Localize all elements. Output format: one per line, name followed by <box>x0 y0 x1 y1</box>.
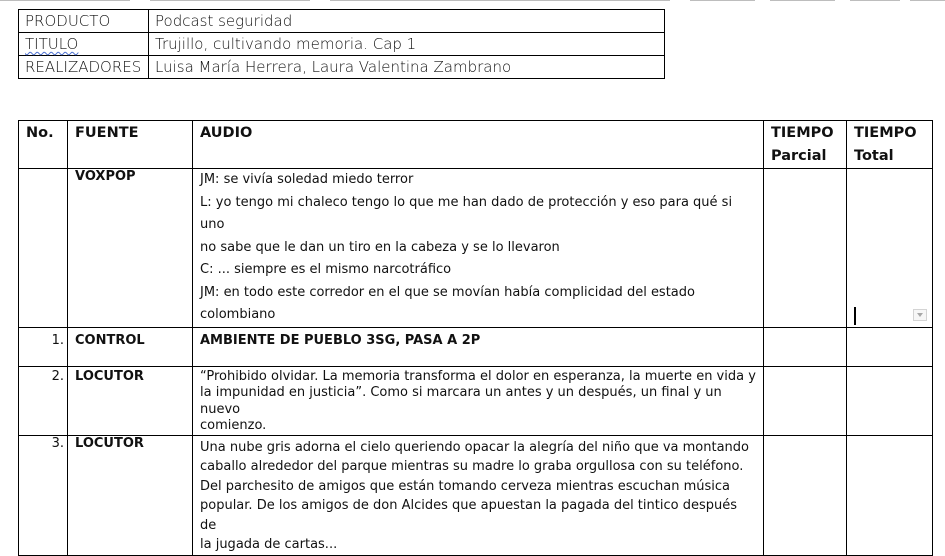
metadata-label: REALIZADORES <box>19 56 149 79</box>
script-row-voxpop <box>19 169 933 328</box>
audio-line: L: yo tengo mi chaleco tengo lo que me han dado de protección y eso para qué si uno <box>200 194 733 232</box>
row-audio[interactable] <box>193 169 764 328</box>
row-total-time[interactable] <box>847 435 933 555</box>
row-source[interactable]: CONTROL <box>68 327 193 366</box>
cell-dropdown-icon[interactable] <box>913 309 927 321</box>
row-audio[interactable] <box>193 327 764 366</box>
row-number <box>19 169 68 328</box>
metadata-row-titulo <box>19 33 665 56</box>
row-source[interactable]: LOCUTOR <box>68 435 193 555</box>
audio-line: caballo alrededor del parque mientras su madre lo graba orgullosa con su teléfono. <box>200 459 744 474</box>
script-header-row <box>19 121 933 169</box>
header-source: FUENTE <box>68 121 193 169</box>
header-total-time-line1: TIEMPO <box>854 125 917 141</box>
header-total-time-line2: Total <box>854 148 894 164</box>
audio-line: JM: en todo este corredor en el que se movían había complicidad del estado <box>200 284 695 300</box>
script-row-locutor-2 <box>19 366 933 435</box>
audio-line: JM: se vivía soledad miedo terror <box>200 172 414 187</box>
script-table <box>18 120 933 556</box>
script-row-locutor-3 <box>19 435 933 555</box>
metadata-row-producto <box>19 10 665 33</box>
audio-line: “Prohibido olvidar. La memoria transforma el dolor en esperanza, la muerte en vida y <box>200 368 756 384</box>
audio-line: C: ... siempre es el mismo narcotráfico <box>200 262 452 277</box>
audio-line: colombiano <box>200 307 276 322</box>
row-partial-time[interactable] <box>764 366 847 435</box>
row-number: 1. <box>19 327 68 366</box>
header-partial-time <box>764 121 847 169</box>
audio-line: la jugada de cartas... <box>200 537 338 552</box>
metadata-table <box>18 9 665 79</box>
metadata-row-realizadores <box>19 56 665 79</box>
text-cursor <box>854 307 856 325</box>
audio-line: no sabe que le dan un tiro en la cabeza y se lo llevaron <box>200 239 560 255</box>
audio-line: AMBIENTE DE PUEBLO 3SG, PASA A 2P <box>200 332 481 348</box>
row-total-time[interactable] <box>847 366 933 435</box>
metadata-label: PRODUCTO <box>19 10 149 33</box>
audio-line: comienzo. <box>200 418 267 433</box>
header-no: No. <box>19 121 68 169</box>
row-partial-time[interactable] <box>764 169 847 328</box>
header-partial-time-line2: Parcial <box>771 148 827 164</box>
row-total-time[interactable] <box>847 327 933 366</box>
metadata-value[interactable]: Trujillo, cultivando memoria. Cap 1 <box>149 33 665 56</box>
row-source[interactable]: LOCUTOR <box>68 366 193 435</box>
header-total-time <box>847 121 933 169</box>
row-partial-time[interactable] <box>764 327 847 366</box>
spellcheck-flagged-word: TITULO <box>25 35 79 53</box>
row-number: 2. <box>19 366 68 435</box>
row-source[interactable]: VOXPOP <box>68 169 193 328</box>
header-audio: AUDIO <box>193 121 764 169</box>
audio-line: popular. De los amigos de don Alcides que apuestan la pagada del tintico después de <box>200 498 737 533</box>
audio-line: Del parchesito de amigos que están tomando cerveza mientras escuchan música <box>200 478 731 494</box>
row-audio[interactable] <box>193 366 764 435</box>
metadata-value[interactable]: Luisa María Herrera, Laura Valentina Zambrano <box>149 56 665 79</box>
metadata-label <box>19 33 149 56</box>
row-audio[interactable] <box>193 435 764 555</box>
audio-line: la impunidad en justicia”. Como si marcara un antes y un después, un final y un nuevo <box>200 385 722 417</box>
row-total-time[interactable] <box>847 169 933 328</box>
row-number: 3. <box>19 435 68 555</box>
metadata-value[interactable]: Podcast seguridad <box>149 10 665 33</box>
script-row-control <box>19 327 933 366</box>
header-partial-time-line1: TIEMPO <box>771 125 834 141</box>
row-partial-time[interactable] <box>764 435 847 555</box>
audio-line: Una nube gris adorna el cielo queriendo opacar la alegría del niño que va montando <box>200 439 749 455</box>
page-top-rule <box>0 0 945 1</box>
